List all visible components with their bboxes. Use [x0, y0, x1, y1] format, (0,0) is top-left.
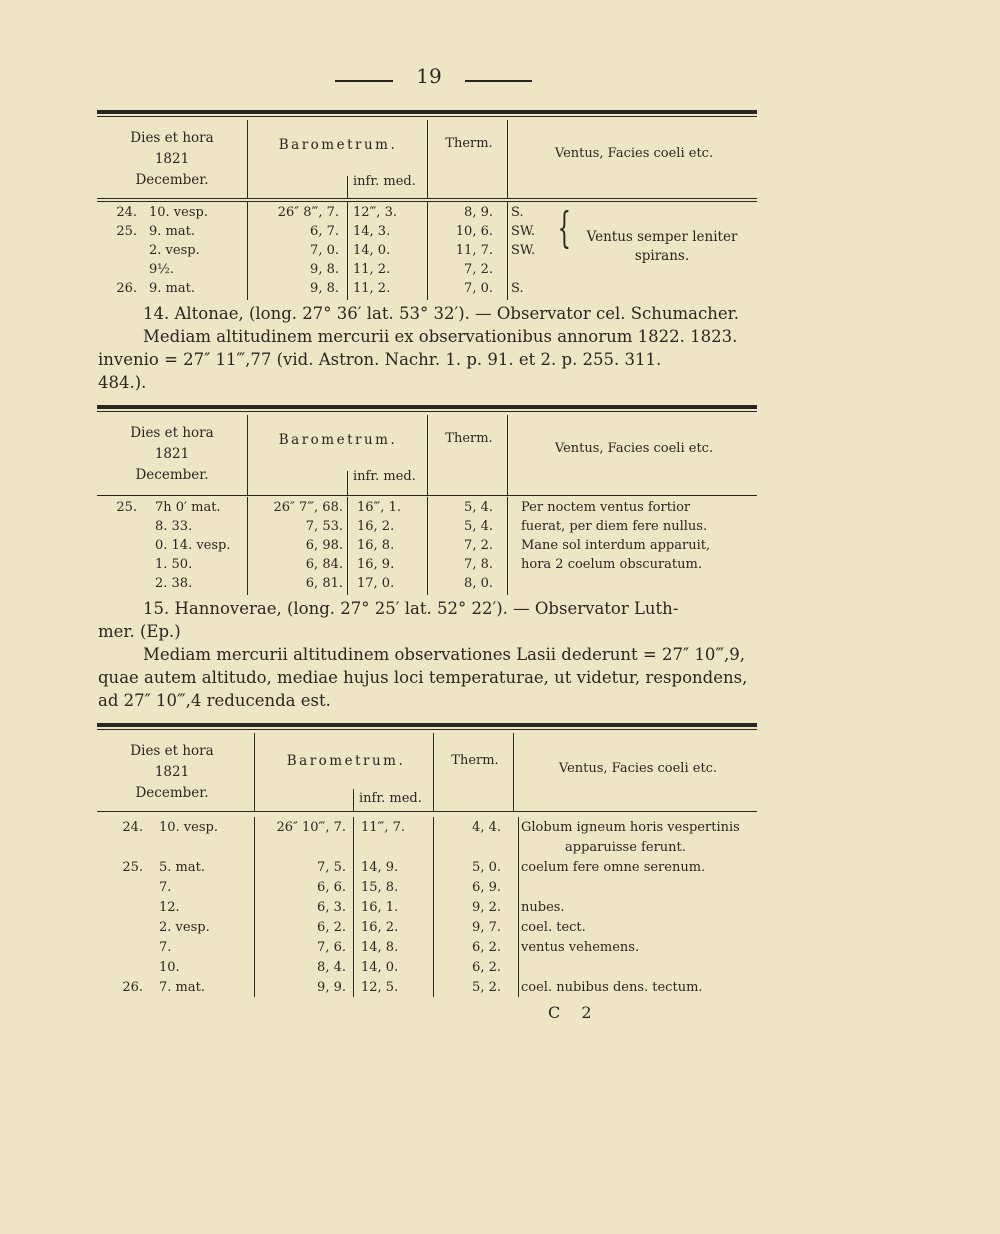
- infr-med-cell: 14, 9.: [361, 860, 399, 875]
- therm-cell: 7, 0.: [464, 281, 493, 296]
- header-barometrum: Barometrum.: [278, 137, 398, 153]
- therm-cell: 8, 9.: [464, 205, 493, 220]
- hour-cell: 7.: [159, 880, 172, 895]
- paragraph-15-b: Mediam mercurii altitudinem observationes Lasii dederunt = 27″ 10‴,9,: [143, 645, 745, 664]
- hour-cell: 7h 0′ mat.: [155, 500, 221, 515]
- table-row: [97, 576, 757, 595]
- page-number: 19: [416, 64, 442, 88]
- table-row: [97, 960, 757, 979]
- day-cell: 24.: [122, 820, 143, 835]
- therm-cell: 5, 0.: [472, 860, 501, 875]
- paragraph-15: 15. Hannoverae, (long. 27° 25′ lat. 52° 22′). — Observator Luth-: [143, 599, 679, 618]
- table-row: [97, 281, 757, 300]
- table-row: [97, 820, 757, 839]
- paragraph-14-cont: invenio = 27″ 11‴,77 (vid. Astron. Nachr. 1. p. 91. et 2. p. 255. 311. 484.).: [98, 350, 662, 392]
- note-cell: coel. tect.: [521, 920, 586, 935]
- infr-med-cell: 11, 2.: [353, 262, 391, 277]
- barometer-cell: 6, 81.: [305, 576, 343, 591]
- therm-cell: 9, 2.: [472, 900, 501, 915]
- therm-cell: 10, 6.: [455, 224, 493, 239]
- header-infr-med: infr. med.: [353, 469, 416, 484]
- infr-med-cell: 16, 2.: [357, 519, 395, 534]
- barometer-cell: 6, 6.: [317, 880, 346, 895]
- header-rule-right: [465, 80, 532, 82]
- note-cell: Globum igneum horis vespertinis: [521, 820, 740, 835]
- wind-cell: SW.: [511, 224, 536, 239]
- therm-cell: 6, 2.: [472, 940, 501, 955]
- wind-cell: SW.: [511, 243, 536, 258]
- note-cell: coelum fere omne serenum.: [521, 860, 706, 875]
- therm-cell: 5, 2.: [472, 980, 501, 995]
- wind-note: Ventus semper leniter spirans.: [586, 229, 738, 264]
- therm-cell: 5, 4.: [464, 500, 493, 515]
- infr-med-cell: 16, 8.: [357, 538, 395, 553]
- barometer-cell: 6, 98.: [305, 538, 343, 553]
- infr-med-cell: 12, 5.: [361, 980, 399, 995]
- note-cell: Mane sol interdum apparuit,: [521, 538, 711, 553]
- table-row: [97, 538, 757, 557]
- barometer-cell: 26″ 8‴, 7.: [277, 205, 339, 220]
- barometer-cell: 6, 7.: [310, 224, 339, 239]
- infr-med-cell: 14, 3.: [353, 224, 391, 239]
- header-ventus: Ventus, Facies coeli etc.: [554, 146, 714, 161]
- day-cell: 26.: [122, 980, 143, 995]
- barometer-cell: 6, 2.: [317, 920, 346, 935]
- hour-cell: 10. vesp.: [159, 820, 218, 835]
- barometer-cell: 6, 84.: [305, 557, 343, 572]
- barometer-cell: 7, 53.: [305, 519, 343, 534]
- therm-cell: 4, 4.: [472, 820, 501, 835]
- hour-cell: 5. mat.: [159, 860, 205, 875]
- table-row: [97, 980, 757, 999]
- table-2: [97, 405, 757, 595]
- therm-cell: 9, 7.: [472, 920, 501, 935]
- barometer-cell: 9, 8.: [310, 281, 339, 296]
- therm-cell: 8, 0.: [464, 576, 493, 591]
- brace: {: [557, 203, 572, 252]
- therm-cell: 7, 8.: [464, 557, 493, 572]
- hour-cell: 0. 14. vesp.: [155, 538, 231, 553]
- infr-med-cell: 14, 0.: [353, 243, 391, 258]
- note-cell: fuerat, per diem fere nullus.: [521, 519, 708, 534]
- note-cell: coel. nubibus dens. tectum.: [521, 980, 703, 995]
- page-header: [0, 64, 1000, 94]
- therm-cell: 7, 2.: [464, 538, 493, 553]
- table-1: [97, 110, 757, 300]
- hour-cell: 2. vesp.: [159, 920, 210, 935]
- signature-mark: C 2: [548, 1003, 600, 1022]
- barometer-cell: 7, 0.: [310, 243, 339, 258]
- barometer-cell: 6, 3.: [317, 900, 346, 915]
- table-row: [97, 900, 757, 919]
- hour-cell: 2. 38.: [155, 576, 193, 591]
- day-cell: 26.: [116, 281, 137, 296]
- note-cell: apparuisse ferunt.: [565, 840, 686, 855]
- wind-cell: S.: [511, 281, 524, 296]
- infr-med-cell: 16, 9.: [357, 557, 395, 572]
- paragraph-14: 14. Altonae, (long. 27° 36′ lat. 53° 32′). — Observator cel. Schumacher. Mediam altitudinem mercurii ex observationibus annorum 1822. 1823.: [143, 304, 739, 346]
- hour-cell: 10.: [159, 960, 180, 975]
- note-cell: Per noctem ventus fortior: [521, 500, 691, 515]
- hour-cell: 2. vesp.: [149, 243, 200, 258]
- day-cell: 25.: [122, 860, 143, 875]
- barometer-cell: 26″ 10‴, 7.: [276, 820, 346, 835]
- infr-med-cell: 16, 2.: [361, 920, 399, 935]
- infr-med-cell: 14, 0.: [361, 960, 399, 975]
- note-cell: hora 2 coelum obscuratum.: [521, 557, 702, 572]
- table-row: [97, 500, 757, 519]
- paragraph-15-c: quae autem altitudo, mediae hujus loci temperaturae, ut videtur, respondens, ad 27″ 10‴,4 reducenda est.: [98, 668, 748, 710]
- barometer-cell: 7, 5.: [317, 860, 346, 875]
- barometer-cell: 9, 9.: [317, 980, 346, 995]
- header-dies: Dies et hora 1821 December.: [130, 425, 214, 483]
- infr-med-cell: 16‴, 1.: [357, 500, 401, 515]
- table-row: [97, 860, 757, 879]
- infr-med-cell: 12‴, 3.: [353, 205, 397, 220]
- header-ventus: Ventus, Facies coeli etc.: [558, 761, 718, 776]
- infr-med-cell: 11‴, 7.: [361, 820, 405, 835]
- table-row: [97, 920, 757, 939]
- paragraph-15-cont: mer. (Ep.): [98, 622, 181, 641]
- hour-cell: 8. 33.: [155, 519, 193, 534]
- day-cell: 24.: [116, 205, 137, 220]
- hour-cell: 7.: [159, 940, 172, 955]
- therm-cell: 7, 2.: [464, 262, 493, 277]
- hour-cell: 1. 50.: [155, 557, 193, 572]
- header-infr-med: infr. med.: [353, 174, 416, 189]
- table-row: [97, 519, 757, 538]
- table-row: [97, 940, 757, 959]
- note-cell: ventus vehemens.: [521, 940, 640, 955]
- header-dies: Dies et hora 1821 December.: [130, 130, 214, 188]
- note-cell: nubes.: [521, 900, 565, 915]
- therm-cell: 11, 7.: [455, 243, 493, 258]
- header-therm: Therm.: [445, 136, 493, 151]
- header-ventus: Ventus, Facies coeli etc.: [554, 441, 714, 456]
- header-barometrum: Barometrum.: [286, 753, 406, 769]
- hour-cell: 9. mat.: [149, 281, 195, 296]
- header-infr-med: infr. med.: [359, 791, 422, 806]
- hour-cell: 12.: [159, 900, 180, 915]
- therm-cell: 6, 2.: [472, 960, 501, 975]
- header-therm: Therm.: [445, 431, 493, 446]
- table-row: [97, 557, 757, 576]
- table-row: [97, 840, 757, 859]
- header-therm: Therm.: [451, 753, 499, 768]
- header-rule-left: [335, 80, 393, 82]
- table-row: [97, 880, 757, 899]
- hour-cell: 7. mat.: [159, 980, 205, 995]
- barometer-cell: 9, 8.: [310, 262, 339, 277]
- infr-med-cell: 16, 1.: [361, 900, 399, 915]
- hour-cell: 9½.: [149, 262, 175, 277]
- barometer-cell: 7, 6.: [317, 940, 346, 955]
- barometer-cell: 8, 4.: [317, 960, 346, 975]
- day-cell: 25.: [116, 500, 137, 515]
- day-cell: 25.: [116, 224, 137, 239]
- table-row: [97, 205, 757, 224]
- infr-med-cell: 11, 2.: [353, 281, 391, 296]
- infr-med-cell: 15, 8.: [361, 880, 399, 895]
- header-dies: Dies et hora 1821 December.: [130, 743, 214, 801]
- hour-cell: 10. vesp.: [149, 205, 208, 220]
- header-barometrum: Barometrum.: [278, 432, 398, 448]
- hour-cell: 9. mat.: [149, 224, 195, 239]
- wind-cell: S.: [511, 205, 524, 220]
- barometer-cell: 26″ 7‴, 68.: [273, 500, 343, 515]
- therm-cell: 5, 4.: [464, 519, 493, 534]
- infr-med-cell: 14, 8.: [361, 940, 399, 955]
- table-3: [97, 723, 757, 1003]
- therm-cell: 6, 9.: [472, 880, 501, 895]
- infr-med-cell: 17, 0.: [357, 576, 395, 591]
